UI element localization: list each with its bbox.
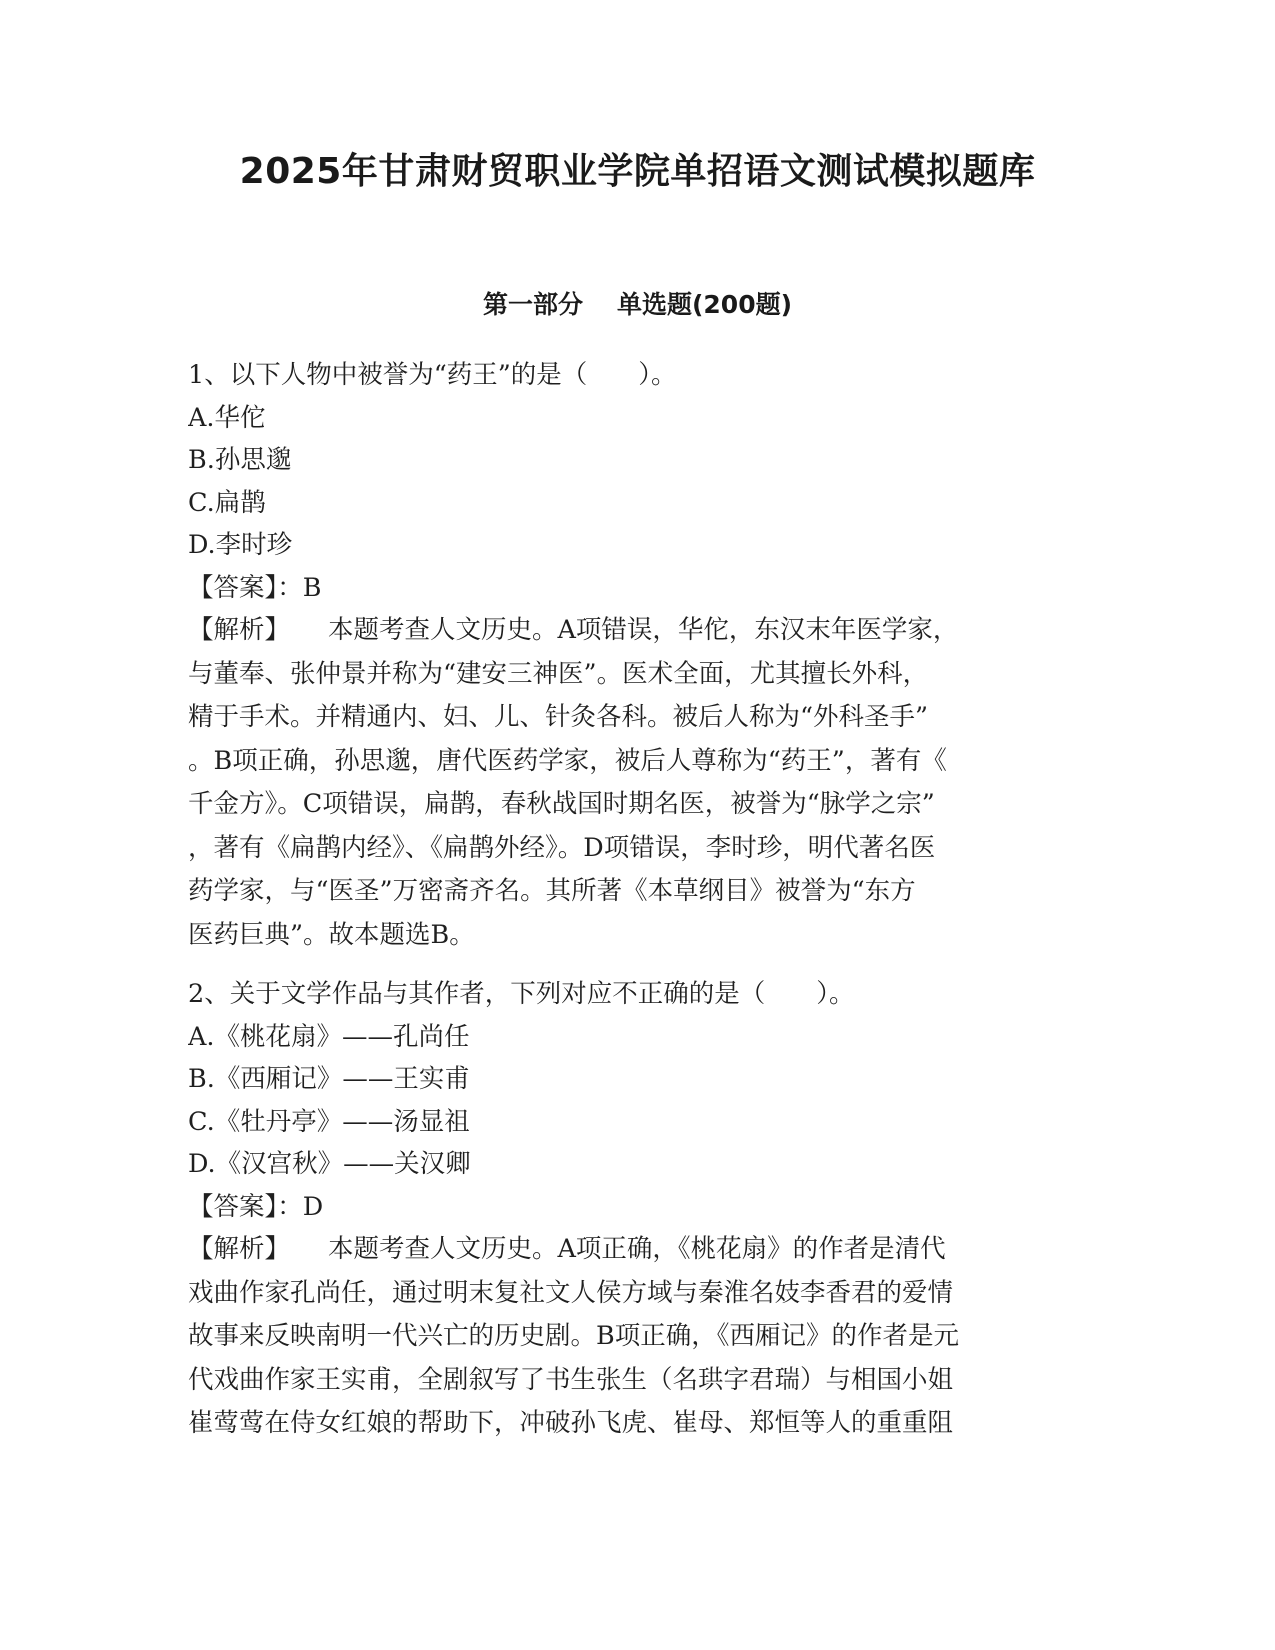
explanation-line: 代戏曲作家王实甫，全剧叙写了书生张生（名珙字君瑞）与相国小姐 bbox=[188, 1364, 954, 1395]
option-a: A.《桃花扇》——孔尚任 bbox=[188, 1021, 470, 1052]
question-stem: 2、关于文学作品与其作者，下列对应不正确的是（ ）。 bbox=[188, 979, 855, 1009]
option-c: C.扁鹊 bbox=[188, 487, 266, 518]
option-d: D.李时珍 bbox=[188, 530, 293, 560]
section-part: 第一部分 bbox=[482, 290, 583, 319]
explanation-line: 精于手术。并精通内、妇、儿、针灸各科。被后人称为“外科圣手” bbox=[188, 702, 929, 732]
explanation-line: 医药巨典”。故本题选B。 bbox=[188, 919, 475, 950]
option-d: D.《汉宫秋》——关汉卿 bbox=[188, 1149, 471, 1179]
explanation-line: 与董奉、张仲景并称为“建安三神医”。医术全面，尤其擅长外科， bbox=[188, 658, 929, 689]
option-b: B.《西厢记》——王实甫 bbox=[188, 1064, 470, 1094]
option-a: A.华佗 bbox=[188, 402, 266, 433]
question-stem: 1、以下人物中被誉为“药王”的是（ ）。 bbox=[188, 360, 677, 390]
answer: 【答案】：D bbox=[188, 1191, 324, 1222]
explanation-line: 本题考查人文历史。A项正确，《桃花扇》的作者是清代 bbox=[328, 1234, 946, 1264]
explanation-line: 千金方》。C项错误，扁鹊，春秋战国时期名医，被誉为“脉学之宗” bbox=[188, 789, 935, 819]
answer: 【答案】：B bbox=[188, 572, 322, 603]
explanation-label: 【解析】 bbox=[188, 615, 291, 645]
explanation-label: 【解析】 bbox=[188, 1234, 291, 1264]
section-heading bbox=[0, 288, 1275, 322]
question-2 bbox=[188, 973, 1088, 1446]
document-title: 2025年甘肃财贸职业学院单招语文测试模拟题库 bbox=[239, 151, 1036, 192]
explanation bbox=[188, 609, 1088, 957]
explanation-line: 崔莺莺在侍女红娘的帮助下，冲破孙飞虎、崔母、郑恒等人的重重阻 bbox=[188, 1408, 954, 1438]
explanation-line: ，著有《扁鹊内经》、《扁鹊外经》。D项错误，李时珍，明代著名医 bbox=[188, 832, 936, 863]
option-c: C.《牡丹亭》——汤显祖 bbox=[188, 1106, 470, 1137]
explanation-line: 本题考查人文历史。A项错误，华佗，东汉末年医学家， bbox=[328, 615, 959, 645]
explanation-line: 。B项正确，孙思邈，唐代医药学家，被后人尊称为“药王”，著有《 bbox=[188, 745, 947, 776]
section-name: 单选题(200题) bbox=[616, 290, 793, 319]
explanation bbox=[188, 1228, 1088, 1446]
explanation-line: 戏曲作家孔尚任，通过明末复社文人侯方域与秦淮名妓李香君的爱情 bbox=[188, 1277, 954, 1308]
explanation-line: 故事来反映南明一代兴亡的历史剧。B项正确，《西厢记》的作者是元 bbox=[188, 1321, 959, 1351]
option-b: B.孙思邈 bbox=[188, 445, 292, 475]
explanation-line: 药学家，与“医圣”万密斋齐名。其所著《本草纲目》被誉为“东方 bbox=[188, 876, 916, 906]
question-list bbox=[188, 354, 1088, 1446]
question-1 bbox=[188, 354, 1088, 957]
